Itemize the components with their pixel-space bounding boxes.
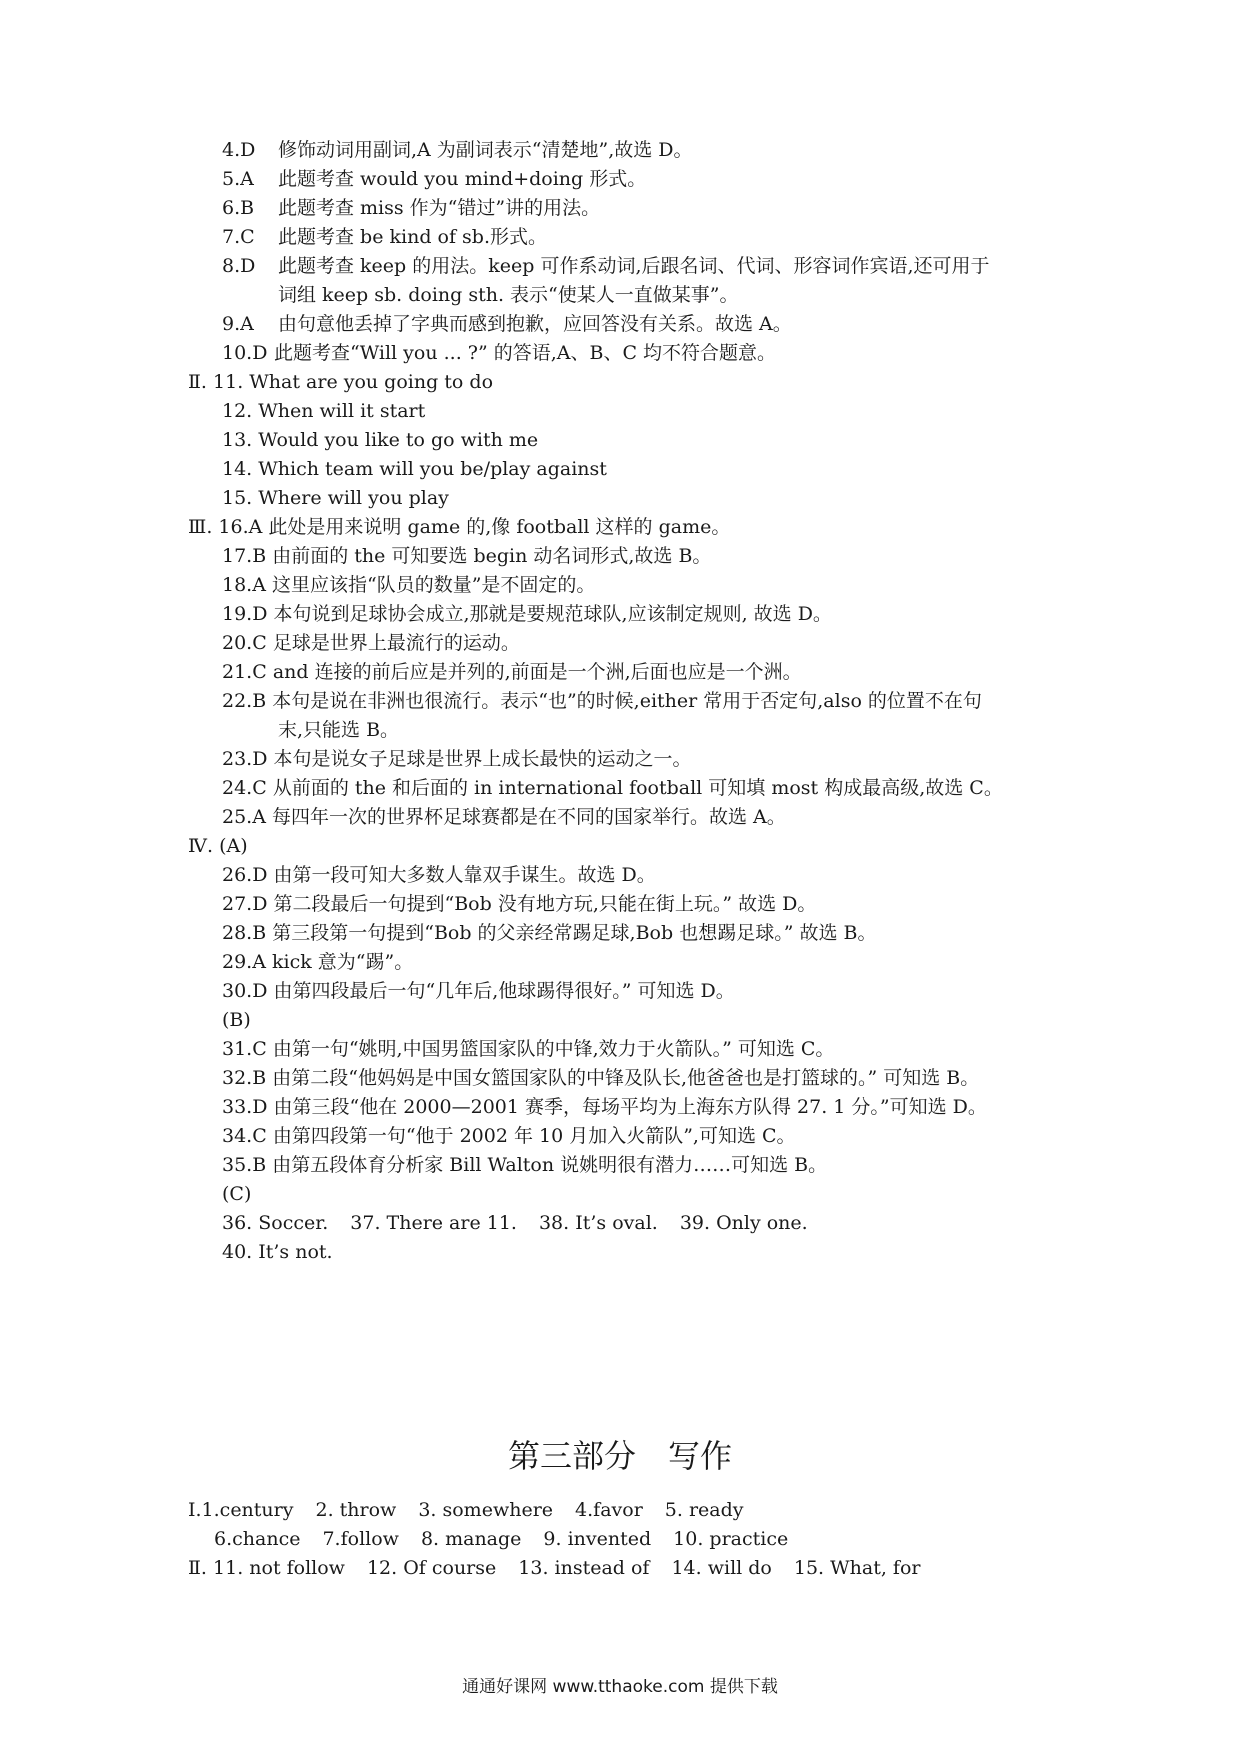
answer-number: 33.D [222,1096,268,1118]
answer-item: 14. will do [671,1557,772,1579]
part-c-answers-continued [222,1240,333,1264]
writing-2-row [188,1556,920,1580]
answer-text: 每四年一次的世界杯足球赛都是在不同的国家举行。故选 A。 [271,806,786,828]
answer-text: 由第四段最后一句“几年后,他球踢得很好。” 可知选 D。 [273,980,735,1002]
answer-text: 此题考查 be kind of sb.形式。 [278,226,547,248]
answer-number: 25.A [222,806,266,828]
answer-item: 7.follow [322,1528,399,1550]
answer-text: 词组 keep sb. doing sth. 表示“使某人一直做某事”。 [278,284,739,306]
answer-item: 10. practice [673,1528,789,1550]
answer-number: 7.C [222,226,255,248]
answer-item: 13. instead of [518,1557,650,1579]
answer-text: 这里应该指“队员的数量”是不固定的。 [271,574,596,596]
answer-item: 5. ready [664,1499,744,1521]
answer-number: 4.D [222,139,256,161]
answer-text: 此题考查“Will you ... ?” 的答语,A、B、C 均不符合题意。 [274,342,777,364]
answer-line [222,1124,796,1148]
section-2-item: 15. Where will you play [222,487,449,509]
answer-text: 本句说到足球协会成立,那就是要规范球队,应该制定规则, 故选 D。 [273,603,832,625]
answer-line [222,1095,987,1119]
answer-item: 15. What, for [793,1557,921,1579]
answer-item: 36. Soccer. [222,1212,329,1234]
answer-number: 27.D [222,893,268,915]
answer-line [222,776,1003,800]
answer-number: 24.C [222,777,267,799]
answer-line [222,254,990,278]
answer-text: 此题考查 keep 的用法。keep 可作系动词,后跟名词、代词、形容词作宾语,还可用于 [278,255,990,277]
answer-line [222,1037,834,1061]
answer-item: 6.chance [214,1528,301,1550]
answer-item: 8. manage [420,1528,522,1550]
answer-text: 由第一句“姚明,中国男篮国家队的中锋,效力于火箭队。” 可知选 C。 [272,1038,835,1060]
part-c-answers [222,1211,808,1235]
answer-text: 由第四段第一句“他于 2002 年 10 月加入火箭队”,可知选 C。 [272,1125,796,1147]
section-2-item: 11. What are you going to do [213,371,494,393]
answer-number: 19.D [222,603,268,625]
answer-number: 20.C [222,632,267,654]
answer-number: 35.B [222,1154,267,1176]
section-2-item: 13. Would you like to go with me [222,429,539,451]
writing-2-label: Ⅱ. [188,1557,207,1579]
answer-number: 28.B [222,922,267,944]
writing-1-row [214,1527,788,1551]
answer-text: 此题考查 would you mind+doing 形式。 [278,168,647,190]
answer-number: 21.C [222,661,267,683]
answer-number: 26.D [222,864,268,886]
answer-number: 10.D [222,342,268,364]
answer-line [222,341,776,365]
answer-line [222,689,982,713]
answer-number: 34.C [222,1125,267,1147]
answer-text: 由第一段可知大多数人靠双手谋生。故选 D。 [273,864,656,886]
answer-line [222,747,692,771]
answer-line [222,950,413,974]
answer-number: 6.B [222,197,255,219]
answer-text: 末,只能选 B。 [278,719,400,741]
answer-number: 31.C [222,1038,267,1060]
answer-line-continued [278,718,399,742]
answer-item: 38. It’s oval. [538,1212,658,1234]
answer-item: 11. not follow [213,1557,345,1579]
answer-number: 29.A [222,951,266,973]
answer-line [222,602,832,626]
answer-text: 本句是说在非洲也很流行。表示“也”的时候,either 常用于否定句,also 的位置不在句 [272,690,982,712]
section-3-first-line [188,515,730,539]
answer-item: 1.century [201,1499,294,1521]
answer-item: 40. It’s not. [222,1241,333,1263]
part-a-label: (A) [219,835,248,857]
answer-number: 30.D [222,980,268,1002]
answer-number: 18.A [222,574,266,596]
section-2-item: 14. Which team will you be/play against [222,458,607,480]
section-heading: 第三部分 写作 [507,1437,732,1475]
answer-item: 9. invented [543,1528,652,1550]
answer-number: 9.A [222,313,254,335]
answer-line-continued [222,283,738,307]
writing-1-row [188,1498,744,1522]
answer-line [222,631,520,655]
answer-number: 17.B [222,545,267,567]
section-4-label: Ⅳ. [188,835,214,857]
section-4-first-line [188,834,248,858]
part-c-label: (C) [222,1183,252,1205]
answer-item: 12. Of course [366,1557,497,1579]
answer-line [222,863,656,887]
answer-number: 16.A [218,516,263,538]
answer-item: 4.favor [575,1499,643,1521]
section-3-label: Ⅲ. [188,516,213,538]
answer-text: and 连接的前后应是并列的,前面是一个洲,后面也应是一个洲。 [272,661,802,683]
answer-text: 第二段最后一句提到“Bob 没有地方玩,只能在街上玩。” 故选 D。 [273,893,817,915]
answer-line [222,138,693,162]
answer-text: 由第二段“他妈妈是中国女篮国家队的中锋及队长,他爸爸也是打篮球的。” 可知选 B。 [272,1067,980,1089]
answer-text: 此题考查 miss 作为“错过”讲的用法。 [278,197,601,219]
answer-text: 此处是用来说明 game 的,像 football 这样的 game。 [268,516,731,538]
answer-line [222,805,786,829]
answer-text: 足球是世界上最流行的运动。 [272,632,520,654]
answer-number: 22.B [222,690,267,712]
answer-line [222,225,547,249]
answer-line [222,660,802,684]
answer-number: 8.D [222,255,256,277]
answer-line [222,167,646,191]
answer-item: 3. somewhere [418,1499,554,1521]
answer-item: 2. throw [315,1499,397,1521]
answer-text: 由第三段“他在 2000—2001 赛季，每场平均为上海东方队得 27. 1 分。”可知选 D。 [273,1096,987,1118]
writing-1-label: Ⅰ. [188,1499,202,1521]
answer-number: 32.B [222,1067,267,1089]
answer-item: 39. Only one. [679,1212,808,1234]
answer-text: 由句意他丢掉了字典而感到抱歉，应回答没有关系。故选 A。 [278,313,792,335]
answer-number: 5.A [222,168,254,190]
answer-text: 由前面的 the 可知要选 begin 动名词形式,故选 B。 [272,545,712,567]
answer-line [222,979,735,1003]
section-2-label: Ⅱ. [188,371,207,393]
answer-text: 第三段第一句提到“Bob 的父亲经常踢足球,Bob 也想踢足球。” 故选 B。 [272,922,877,944]
answer-line [222,1066,979,1090]
part-b-label: (B) [222,1009,251,1031]
answer-line [222,1153,827,1177]
answer-text: kick 意为“踢”。 [271,951,414,973]
answer-text: 从前面的 the 和后面的 in international football 可知填 most 构成最高级,故选 C。 [272,777,1003,799]
answer-line [222,196,600,220]
answer-item: 37. There are 11. [350,1212,517,1234]
answer-line [222,544,711,568]
answer-text: 修饰动词用副词,A 为副词表示“清楚地”,故选 D。 [278,139,693,161]
footer-text: 通通好课网 www.tthaoke.com 提供下载 [462,1677,778,1697]
answer-line [222,312,792,336]
answer-line [222,892,816,916]
answer-line [222,921,876,945]
section-2-item: 12. When will it start [222,400,426,422]
answer-text: 由第五段体育分析家 Bill Walton 说姚明很有潜力……可知选 B。 [272,1154,828,1176]
answer-text: 本句是说女子足球是世界上成长最快的运动之一。 [273,748,692,770]
answer-line [222,573,595,597]
section-2-first-line [188,370,493,394]
answer-number: 23.D [222,748,268,770]
